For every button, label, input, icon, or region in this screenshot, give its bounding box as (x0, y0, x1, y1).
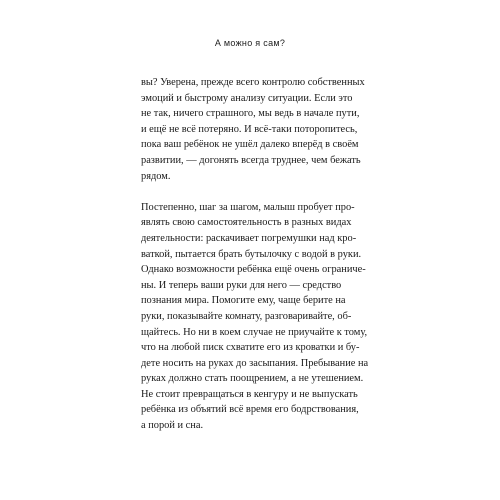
text-line: щайтесь. Но ни в коем случае не приучайте к тому, (141, 326, 368, 338)
text-line: развитии, — догонять всегда труднее, чем бежать (141, 154, 361, 166)
body-text (141, 75, 367, 434)
text-line: Не стоит превращаться в кенгуру и не выпускать (141, 388, 358, 400)
text-line: рядом. (141, 170, 171, 182)
text-line: вы? Уверена, прежде всего контролю собственных (141, 77, 365, 88)
text-line: Постепенно, шаг за шагом, малыш пробует про- (141, 201, 355, 213)
paragraph-2 (141, 200, 367, 434)
text-line: руки, показывайте комнату, разговаривайте, об- (141, 310, 352, 322)
text-line: дете носить на руках до засыпания. Пребывание на (141, 357, 369, 369)
text-line: ны. И теперь ваши руки для него — средство (141, 279, 342, 291)
text-line: руках должно стать поощрением, а не утешением. (141, 373, 364, 385)
text-line: что на любой писк схватите его из кроватки и бу- (141, 342, 360, 354)
text-line: не так, ничего страшного, мы ведь в начале пути, (141, 108, 360, 120)
text-line: ребёнка из объятий всё время его бодрствования, (141, 404, 359, 416)
text-line: деятельности: раскачивает погремушки над кро- (141, 232, 357, 244)
text-line: ваткой, пытается брать бутылочку с водой в руки. (141, 248, 362, 260)
running-head: А можно я сам? (214, 38, 286, 48)
text-line: Однако возможности ребёнка ещё очень ограниче- (141, 264, 366, 276)
text-line: эмоций и быстрому анализу ситуации. Если это (141, 92, 353, 104)
text-line: являть свою самостоятельность в разных видах (141, 217, 352, 229)
text-line: а порой и сна. (141, 420, 204, 432)
text-line: и ещё не всё потеряно. И всё-таки поторопитесь, (141, 123, 358, 135)
text-line: познания мира. Помогите ему, чаще берите на (141, 295, 346, 307)
paragraph-1 (141, 75, 367, 184)
text-line: пока ваш ребёнок не ушёл далеко вперёд в своём (141, 139, 359, 151)
